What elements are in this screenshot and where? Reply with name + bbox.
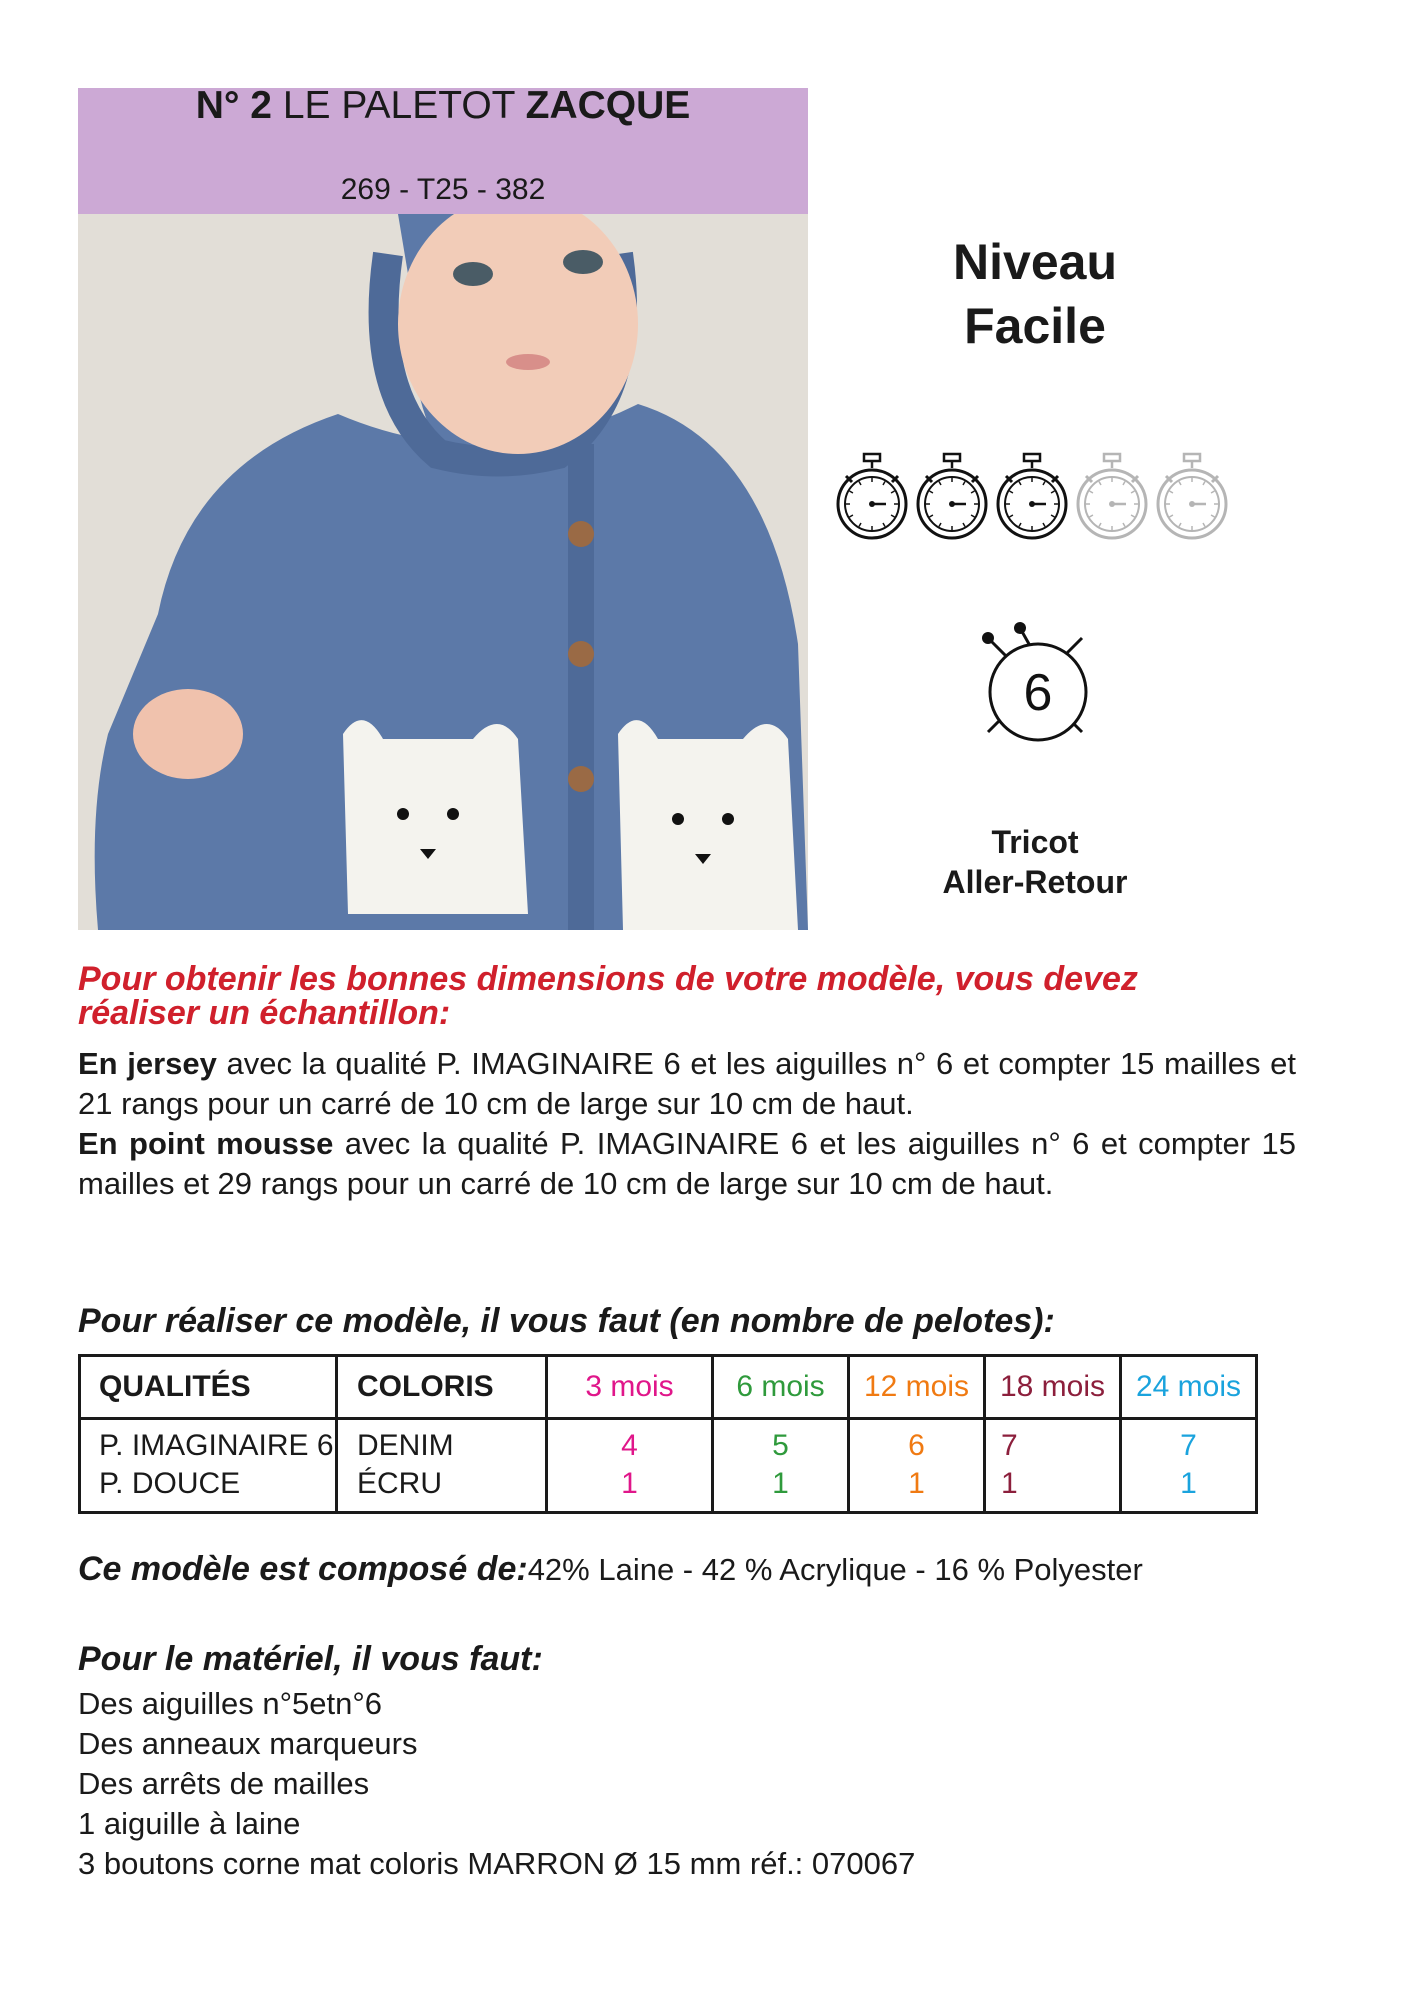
header-18-mois: 18 mois <box>999 1370 1106 1403</box>
pattern-title: N° 2 LE PALETOT ZACQUE <box>195 84 691 127</box>
table-cell: ÉCRU <box>357 1467 443 1500</box>
needle-tip-icon <box>982 632 994 644</box>
composition <box>78 1550 1378 1589</box>
time-rating <box>836 452 1236 544</box>
header-6-mois: 6 mois <box>736 1370 825 1403</box>
list-item: Des anneaux marqueurs <box>78 1726 418 1761</box>
table-cell: 1 <box>908 1467 925 1500</box>
baby-cardigan-illustration <box>78 214 808 930</box>
gauge-heading: Pour obtenir les bonnes dimensions de votre modèle, vous devez réaliser un échantillon: <box>78 960 1138 1032</box>
col-qualites <box>99 1427 334 1503</box>
header-coloris: COLORIS <box>357 1370 494 1403</box>
table-cell: DENIM <box>357 1429 454 1462</box>
supplies-heading: Pour le matériel, il vous faut: <box>78 1640 543 1678</box>
stopwatch-icon-filled <box>838 454 906 538</box>
materials-heading: Pour réaliser ce modèle, il vous faut (en nombre de pelotes): <box>78 1302 1055 1340</box>
table-cell: 1 <box>1180 1467 1197 1500</box>
composition-label: Ce modèle est composé de: <box>78 1550 528 1588</box>
table-cell: 5 <box>772 1429 789 1462</box>
header-qualites: QUALITÉS <box>99 1370 251 1403</box>
supplies-list <box>78 1684 1328 1884</box>
stopwatch-icon-empty <box>1078 454 1146 538</box>
gauge-mousse: En point mousse avec la qualité P. IMAGINAIRE 6 et les aiguilles n° 6 et compter 15 mailles et 29 rangs pour un carré de 10 cm de large sur 10 cm de haut. <box>78 1126 1296 1201</box>
list-item: Des aiguilles n°5etn°6 <box>78 1686 382 1721</box>
yarn-table <box>78 1354 1258 1514</box>
table-cell: P. DOUCE <box>99 1467 241 1500</box>
table-cell: 7 <box>1180 1429 1197 1462</box>
bear-pocket-right <box>618 720 798 930</box>
table-cell: 1 <box>772 1467 789 1500</box>
gauge-instructions <box>78 1044 1296 1204</box>
col-coloris <box>357 1427 454 1503</box>
header-12-mois: 12 mois <box>863 1370 970 1403</box>
bear-pocket-left <box>343 720 528 914</box>
table-cell: P. IMAGINAIRE 6 <box>99 1429 334 1462</box>
list-item: Des arrêts de mailles <box>78 1766 370 1801</box>
col-18-mois <box>1001 1427 1018 1503</box>
table-cell: 4 <box>621 1429 638 1462</box>
col-12-mois <box>850 1427 983 1503</box>
table-cell: 7 <box>1001 1429 1018 1462</box>
knitting-technique: Tricot Aller-Retour <box>942 824 1128 900</box>
stopwatch-icon-empty <box>1158 454 1226 538</box>
col-6-mois <box>714 1427 847 1503</box>
table-cell: 1 <box>621 1467 638 1500</box>
stopwatch-icon-filled <box>918 454 986 538</box>
table-cell: 1 <box>1001 1467 1018 1500</box>
list-item: 1 aiguille à laine <box>78 1806 301 1841</box>
pattern-references: 269 - T25 - 382 <box>340 173 546 206</box>
gauge-jersey: En jersey avec la qualité P. IMAGINAIRE 6 et les aiguilles n° 6 et compter 15 mailles et 21 rangs pour un carré de 10 cm de large sur 10 cm de haut. <box>78 1046 1296 1121</box>
composition-value: 42% Laine - 42 % Acrylique - 16 % Polyester <box>527 1552 1143 1587</box>
needle-size-badge <box>970 620 1100 750</box>
difficulty-level: Niveau Facile <box>953 234 1117 354</box>
table-cell: 6 <box>908 1429 925 1462</box>
col-24-mois <box>1122 1427 1255 1503</box>
stopwatch-icon-filled <box>998 454 1066 538</box>
list-item: 3 boutons corne mat coloris MARRON Ø 15 mm réf.: 070067 <box>78 1846 916 1881</box>
header-24-mois: 24 mois <box>1135 1370 1242 1403</box>
product-photo <box>78 214 808 930</box>
needle-number: 6 <box>1023 664 1053 722</box>
col-3-mois <box>548 1427 711 1503</box>
header-3-mois: 3 mois <box>585 1370 674 1403</box>
